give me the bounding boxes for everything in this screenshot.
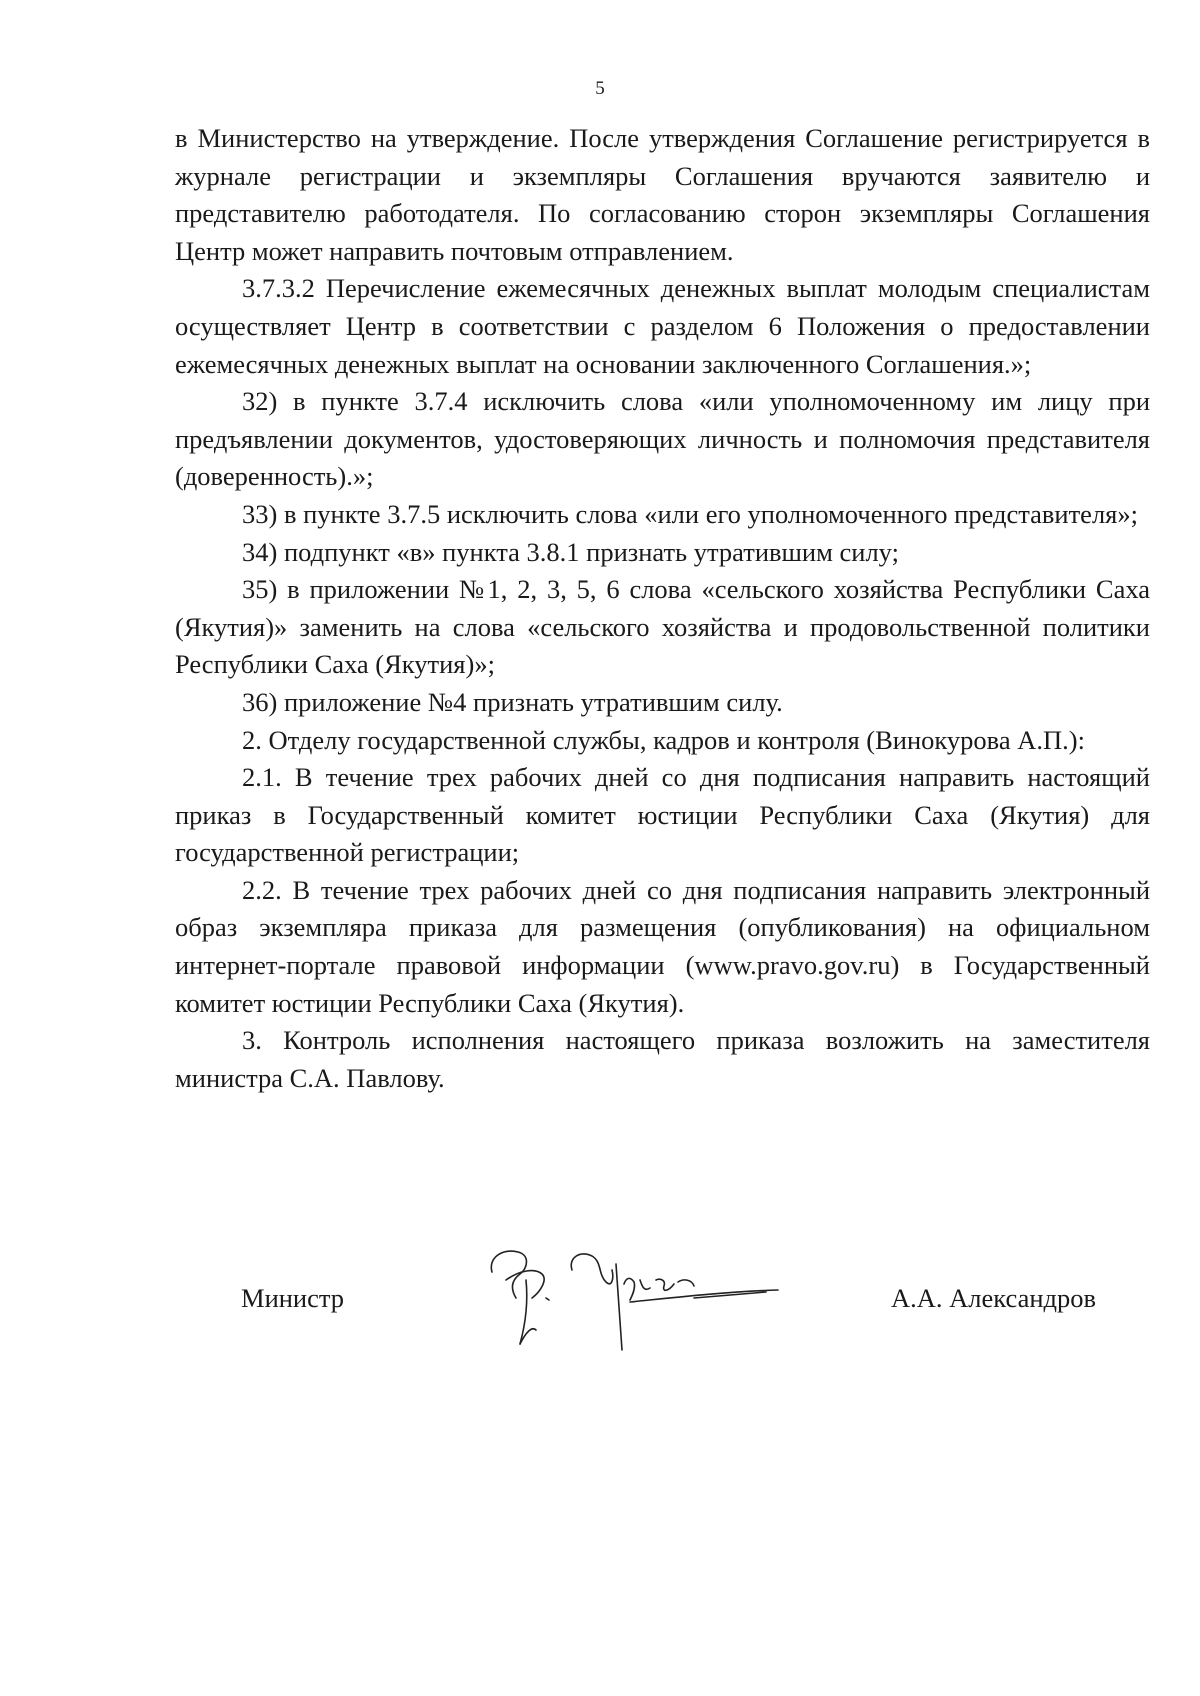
paragraph-item-36: 36) приложение №4 признать утратившим силу. xyxy=(242,686,783,717)
paragraph-item-34: 34) подпункт «в» пункта 3.8.1 признать утратившим силу; xyxy=(242,536,899,567)
paragraph-item-35: 35) в приложении №1, 2, 3, 5, 6 слова «сельского хозяйства Республики Саха (Якутия)» заменить на слова «сельского хозяйства и продовольственной политики Республики Саха (Якутия)»; xyxy=(175,574,1150,680)
paragraph-3: 3. Контроль исполнения настоящего приказа возложить на заместителя министра С.А. Павлову. xyxy=(175,1025,1150,1093)
signatory-title: Министр xyxy=(241,1283,345,1313)
paragraph-continuation: в Министерство на утверждение. После утверждения Соглашение регистрируется в журнале регистрации и экземпляры Соглашения вручаются заявителю и представителю работодателя. По согласованию сторон экземпляры Соглашения Центр может направить почтовым отправлением. xyxy=(175,123,1150,266)
paragraph-2-1: 2.1. В течение трех рабочих дней со дня подписания направить настоящий приказ в Государственный комитет юстиции Республики Саха (Якутия) для государственной регистрации; xyxy=(175,762,1150,868)
paragraph-item-33: 33) в пункте 3.7.5 исключить слова «или его уполномоченного представителя»; xyxy=(242,498,1138,529)
signatory-name: А.А. Александров xyxy=(891,1283,1097,1313)
page-number: 5 xyxy=(595,78,605,99)
handwritten-signature xyxy=(480,1240,810,1355)
paragraph-item-32: 32) в пункте 3.7.4 исключить слова «или уполномоченному им лицу при предъявлении документов, удостоверяющих личность и полномочия представителя (доверенность).»; xyxy=(175,386,1150,492)
paragraph-2: 2. Отделу государственной службы, кадров и контроля (Винокурова А.П.): xyxy=(242,724,1085,755)
paragraph-2-2: 2.2. В течение трех рабочих дней со дня подписания направить электронный образ экземпляра приказа для размещения (опубликования) на официальном интернет-портале правовой информации (www.pravo.gov.ru) в Государственный комитет юстиции Республики Саха (Якутия). xyxy=(175,874,1150,1018)
document-body xyxy=(175,120,1150,1097)
paragraph-3-7-3-2: 3.7.3.2 Перечисление ежемесячных денежных выплат молодым специалистам осуществляет Центр в соответствии с разделом 6 Положения о предоставлении ежемесячных денежных выплат на основании заключенного Соглашения.»; xyxy=(175,273,1150,379)
